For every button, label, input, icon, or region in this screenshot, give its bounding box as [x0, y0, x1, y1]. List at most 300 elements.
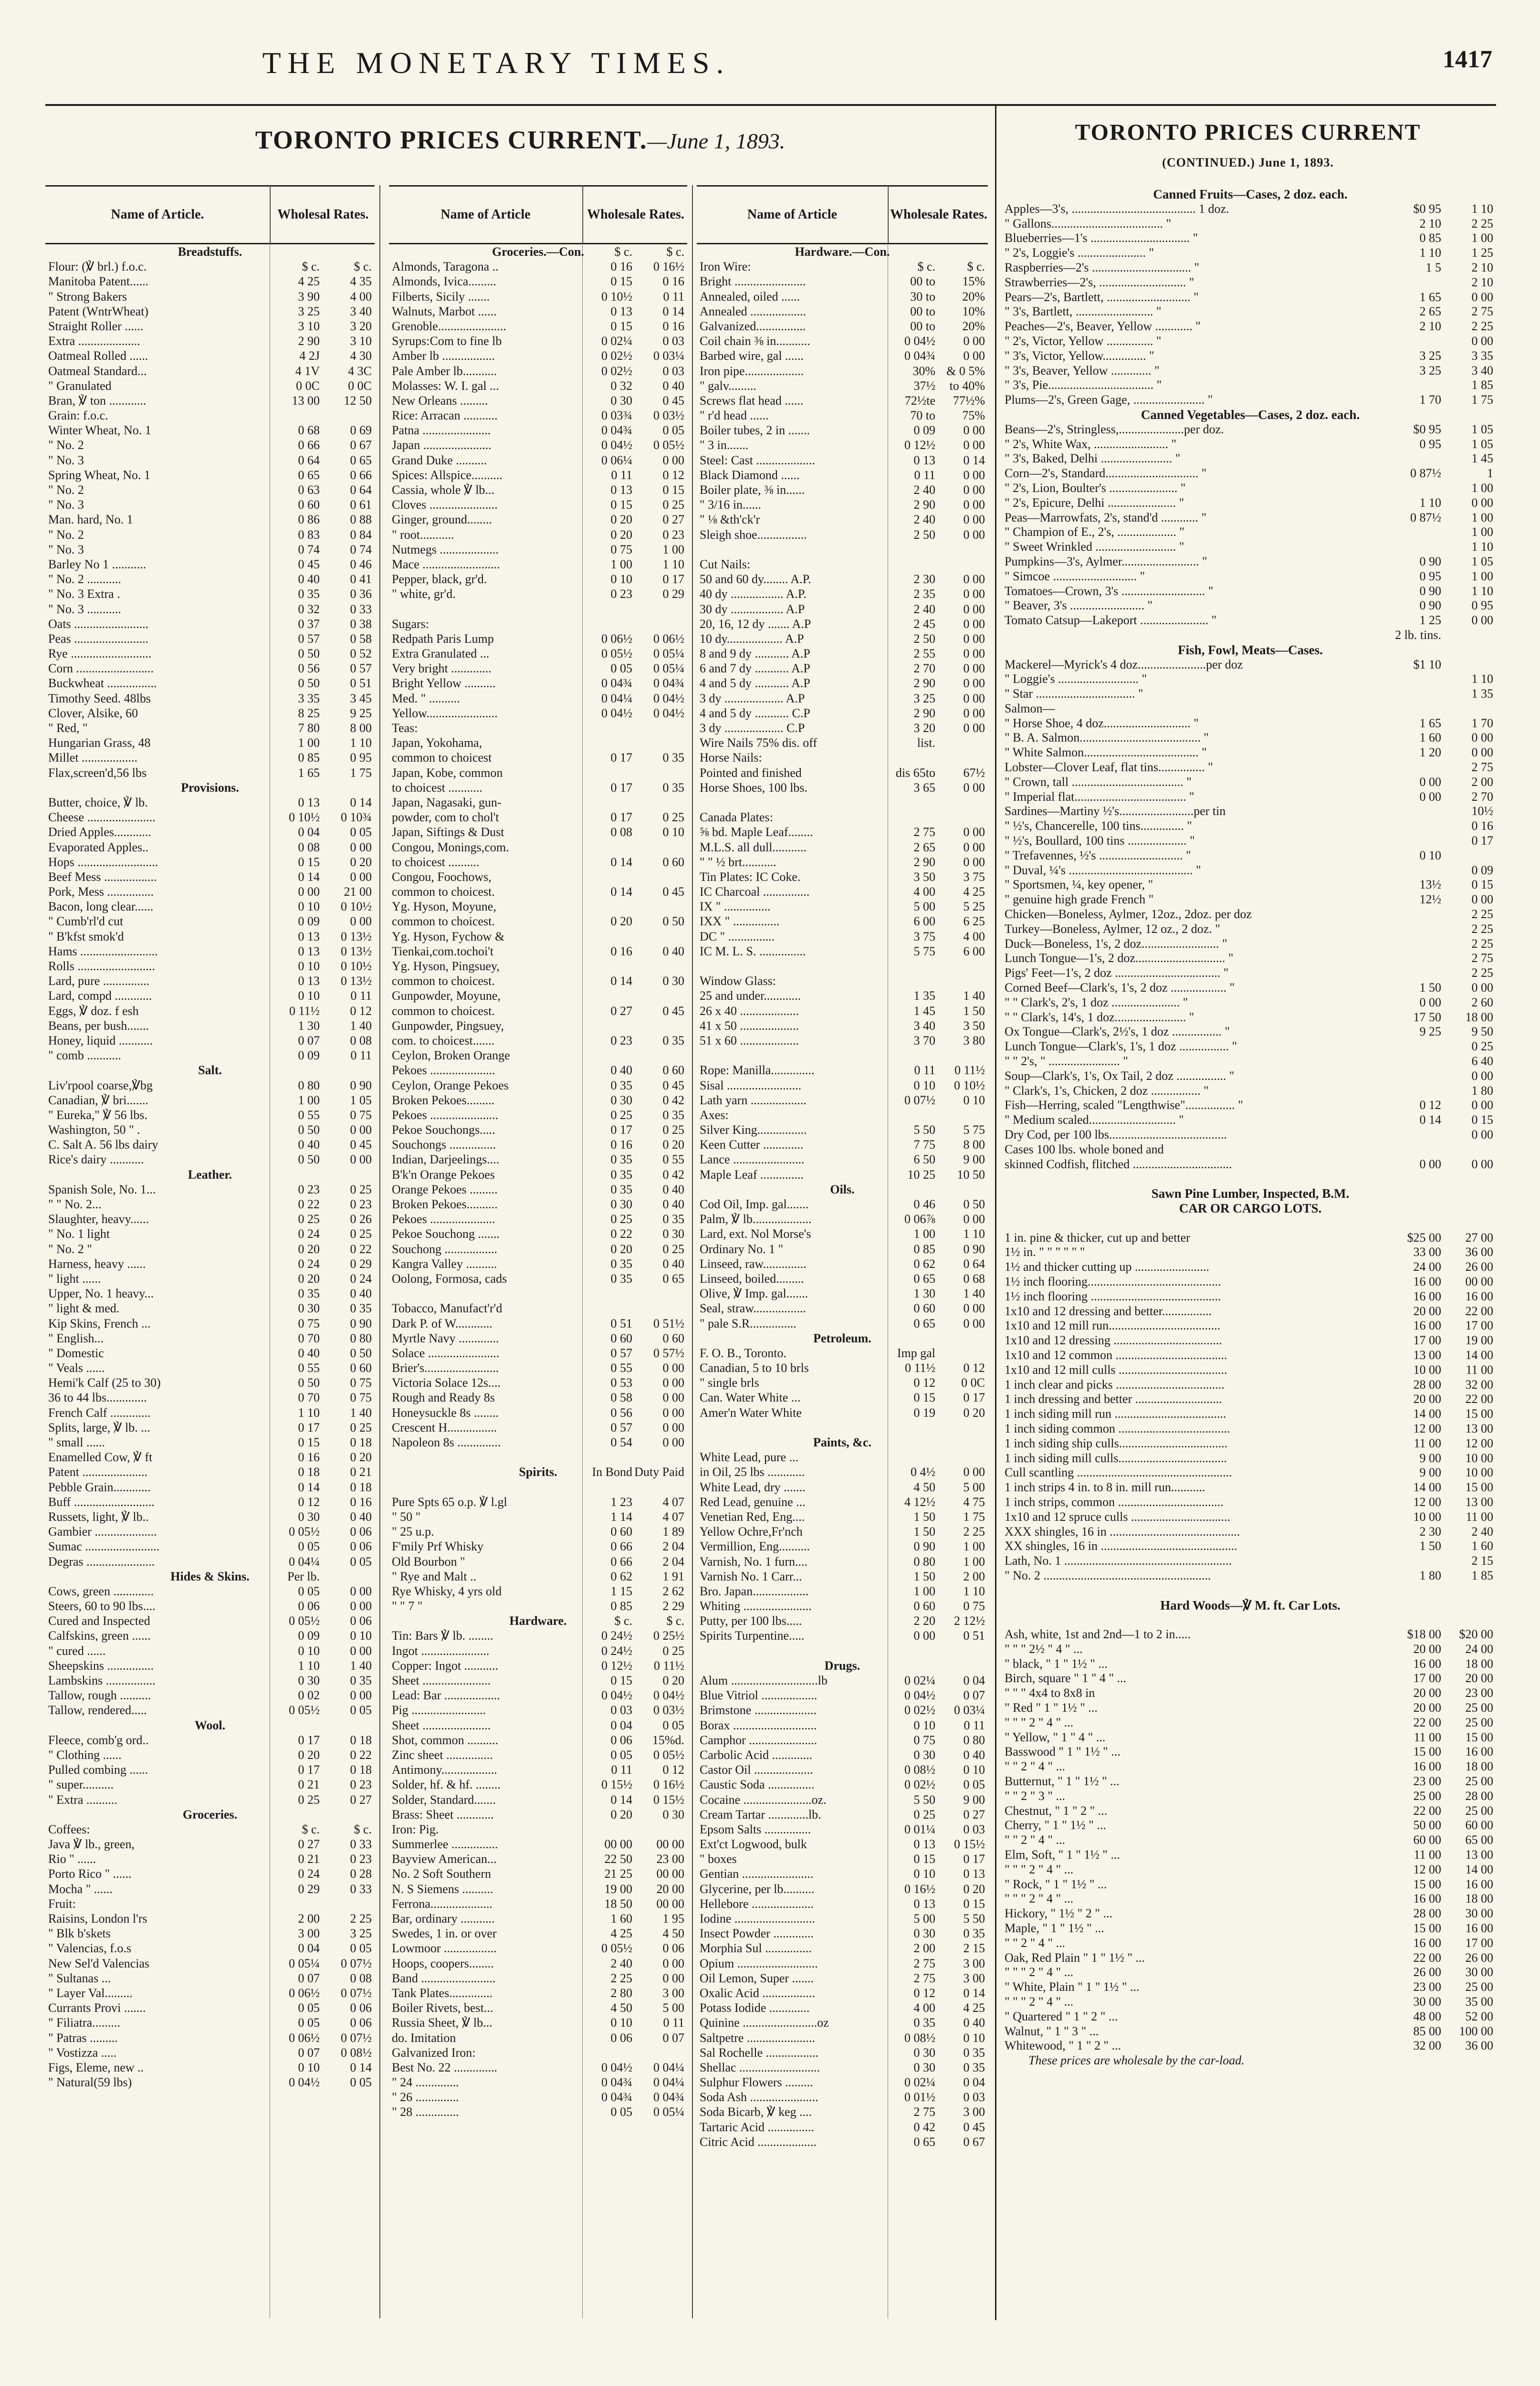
price-row: [45, 1286, 375, 1301]
price-row: [389, 334, 687, 348]
rate-low: 0 00: [298, 885, 320, 899]
rate-high: 0 11½: [653, 1658, 684, 1673]
rate-low: 0 75: [610, 542, 632, 556]
article-name: 30 dy ................. A.P: [700, 602, 805, 616]
article-name: Harness, heavy ......: [48, 1256, 146, 1271]
price-row: [1000, 304, 1496, 319]
rate-low: 23 00: [1413, 1980, 1441, 1994]
article-name: Opium ..........................: [700, 1956, 818, 1970]
article-name: " Patras .........: [48, 2030, 118, 2045]
rate-high: 0 16: [662, 319, 684, 333]
article-name: Solder, hf. & hf. ........: [392, 1778, 501, 1792]
article-name: Amer'n Water White: [700, 1405, 802, 1420]
rate-low: 0 74: [298, 542, 320, 556]
rate-high: 0 00: [963, 468, 985, 482]
rate-low: 23 00: [1413, 1774, 1441, 1789]
price-row: [45, 810, 375, 825]
rate-low: 0 19: [913, 1405, 935, 1420]
article-name: Best No. 22 ..............: [392, 2060, 497, 2074]
rate-high: 0 13½: [341, 974, 372, 988]
rate-low: 0 20: [610, 914, 632, 929]
rate-high: 1 00: [963, 1554, 985, 1569]
rate-low: 0 90: [1419, 598, 1441, 613]
rate-low: 0 02¼: [601, 334, 632, 348]
rate-low: 0 14: [298, 1480, 320, 1494]
rate-high: 0 11½: [954, 1063, 985, 1078]
header-rule: [45, 104, 1496, 106]
article-name: Oatmeal Standard...: [48, 364, 147, 378]
section-heading: [45, 1718, 375, 1733]
rate-high: 0 00: [963, 676, 985, 691]
rate-low: 3 25: [1419, 363, 1441, 377]
price-row: [45, 691, 375, 706]
rate-high: 0 25: [350, 1182, 372, 1196]
rate-low: 3 10: [298, 319, 320, 333]
rate-high: 0 00: [963, 349, 985, 363]
rate-high: 0 45: [662, 1004, 684, 1018]
rate-high: 0 67: [350, 438, 372, 452]
price-row: [1000, 364, 1496, 378]
rate-high: 0 90: [350, 1316, 372, 1330]
article-name: Hemi'k Calf (25 to 30): [48, 1376, 161, 1390]
price-row: [45, 378, 375, 393]
rate-low: 0 75: [913, 1733, 935, 1747]
article-name: 1x10 and 12 mill culls ...................................: [1005, 1362, 1227, 1377]
rate-low: 0 30: [610, 393, 632, 408]
rate-low: 14 00: [1413, 1407, 1441, 1421]
rate-low: 0 55: [298, 1108, 320, 1122]
rate-low: 0 13: [298, 929, 320, 943]
article-name: Buckwheat ................: [48, 676, 157, 691]
rate-low: 1 00: [913, 1584, 935, 1598]
rate-low: 0 15: [610, 1674, 632, 1687]
col2-header: [389, 185, 687, 244]
rate-high: 2 25: [1471, 966, 1493, 980]
article-name: Bar, ordinary ...........: [392, 1912, 495, 1926]
rate-low: 20 00: [1413, 1686, 1441, 1700]
price-row: [1000, 584, 1496, 599]
price-row: [45, 408, 375, 423]
article-name: 1 inch clear and picks ...................................: [1005, 1377, 1225, 1392]
price-row: [1000, 1848, 1496, 1863]
price-row: [389, 1286, 687, 1301]
rate-high: 20 00: [656, 1882, 684, 1896]
article-name: " Cumb'rl'd cut: [48, 914, 124, 929]
rate-low: 12½: [1419, 892, 1441, 907]
article-name: " Duval, ¼'s ........................................ ": [1005, 863, 1201, 877]
article-name: Mackerel—Myrick's 4 doz......................per doz: [1005, 657, 1243, 671]
price-row: [1000, 848, 1496, 863]
rate-low: 1 50: [913, 1569, 935, 1583]
price-row: [697, 527, 988, 542]
section-title: Provisions.: [181, 780, 239, 795]
rate-low: 2 40: [913, 483, 935, 497]
section-title: Paints, &c.: [813, 1435, 872, 1449]
price-row: [1000, 1172, 1496, 1186]
rate-low: 0 21: [298, 1778, 320, 1792]
article-name: Sleigh shoe................: [700, 527, 807, 542]
rate-high: 10 00: [1465, 1465, 1493, 1480]
rate-high: 17 00: [1465, 1319, 1493, 1333]
rate-high: 16 00: [1465, 1289, 1493, 1303]
price-row: [389, 1837, 687, 1852]
article-name: " Clothing ......: [48, 1748, 122, 1762]
article-name: " " Clark's, 14's, 1 doz....................... ": [1005, 1010, 1194, 1024]
article-name: " Rock, " 1 " 1½ " ...: [1005, 1877, 1107, 1891]
rate-high: 1 91: [662, 1569, 684, 1583]
rate-low: list.: [917, 736, 935, 750]
rate-high: 0 10: [963, 1093, 985, 1107]
rate-low: 0 35: [610, 1182, 632, 1196]
price-row: [389, 1375, 687, 1390]
article-name: " 3's, Beaver, Yellow ............. ": [1005, 363, 1160, 377]
rate-low: 21 25: [604, 1867, 632, 1881]
price-row: [697, 1703, 988, 1717]
article-name: Pekoe Souchongs.....: [392, 1123, 495, 1137]
article-name: French Calf .............: [48, 1405, 151, 1420]
rate-high: 2 25: [1471, 216, 1493, 230]
article-name: Sugars:: [392, 617, 429, 631]
rate-high: 6 40: [1471, 1054, 1493, 1068]
section-heading: [697, 1331, 988, 1346]
price-row: [1000, 349, 1496, 364]
rate-high: 0 18: [350, 1763, 372, 1777]
rate-high: 1 40: [350, 1405, 372, 1420]
rate-high: 0 00: [350, 1123, 372, 1137]
rate-high: 0 40: [963, 2016, 985, 2030]
rate-low: 0 06: [610, 2030, 632, 2045]
article-name: Souchongs ...............: [392, 1138, 496, 1152]
article-name: Oolong, Formosa, cads: [392, 1271, 507, 1286]
rate-low: 0 05: [298, 2001, 320, 2015]
col2-header-name: Name of Article: [440, 207, 531, 222]
rate-low: 0 13: [298, 795, 320, 809]
price-row: [45, 973, 375, 988]
article-name: to choicest ..........: [392, 855, 480, 869]
article-name: Crescent H................: [392, 1420, 497, 1434]
article-name: Insect Powder .............: [700, 1926, 814, 1941]
price-row: [389, 1554, 687, 1569]
rate-low: 0 90: [1419, 584, 1441, 598]
rate-low: 0 16: [610, 1138, 632, 1152]
price-row: [45, 423, 375, 438]
article-name: Flax,screen'd,56 lbs: [48, 765, 147, 780]
rate-low: 1 50: [913, 1525, 935, 1539]
rate-high: 0 10: [662, 825, 684, 839]
price-row: [45, 1554, 375, 1569]
price-row: [697, 334, 988, 348]
section-heading: [697, 1658, 988, 1673]
rate-high: 0 00: [1471, 334, 1493, 348]
price-row: [45, 1122, 375, 1137]
price-row: [697, 468, 988, 482]
price-row: [45, 1971, 375, 1986]
rate-high: 18 00: [1465, 1656, 1493, 1671]
article-name: Japan, Kobe, common: [392, 765, 503, 780]
article-name: Napoleon 8s ..............: [392, 1435, 501, 1449]
article-name: common to choicest.: [392, 974, 495, 988]
price-row: [389, 1882, 687, 1896]
article-name: Tienkai,com.tochoi't: [392, 944, 494, 958]
rate-high: 0 00: [963, 1316, 985, 1330]
rate-high: 5 00: [963, 1480, 985, 1494]
rate-low: 0 15: [913, 1391, 935, 1405]
rate-high: 0 00: [662, 1435, 684, 1449]
price-row: [1000, 878, 1496, 892]
price-row: [697, 2075, 988, 2090]
article-name: " 28 ..............: [392, 2105, 459, 2119]
article-name: Japan, Siftings & Dust: [392, 825, 504, 839]
article-name: Zinc sheet ...............: [392, 1748, 493, 1762]
rate-low: 0 40: [298, 572, 320, 586]
article-name: Screws flat head ......: [700, 393, 804, 408]
rate-low: $0 95: [1413, 201, 1441, 216]
rate-low: 0 04¼: [601, 691, 632, 705]
rate-low: 0 30: [298, 1674, 320, 1687]
masthead: THE MONETARY TIMES.: [262, 46, 731, 80]
rate-high: 2 75: [1471, 304, 1493, 319]
article-name: 1½ in. " " " " " ": [1005, 1245, 1085, 1259]
price-row: [697, 1807, 988, 1822]
rate-high: 2 00: [1471, 774, 1493, 789]
price-row: [697, 1108, 988, 1122]
price-row: [1000, 937, 1496, 952]
price-row: [389, 884, 687, 899]
price-row: [45, 1093, 375, 1108]
price-row: [389, 2030, 687, 2045]
article-name: Ext'ct Logwood, bulk: [700, 1837, 807, 1852]
price-row: [1000, 231, 1496, 246]
rate-high: 0 00: [350, 914, 372, 929]
article-name: 20, 16, 12 dy ....... A.P: [700, 617, 811, 631]
article-name: Sheet ......................: [392, 1718, 491, 1732]
rate-high: 0 00: [963, 513, 985, 527]
rate-low: 0 11½: [904, 1361, 935, 1375]
article-name: 1 inch strips, common ..................................: [1005, 1495, 1224, 1509]
article-name: Raisins, London l'rs: [48, 1912, 147, 1926]
rate-low: 0 15½: [601, 1778, 632, 1792]
price-row: [1000, 246, 1496, 261]
price-row: [389, 750, 687, 765]
rate-high: 0 06: [662, 1941, 684, 1956]
price-row: [697, 1405, 988, 1420]
section-heading: [45, 1063, 375, 1078]
article-name: Soup—Clark's, 1's, Ox Tail, 2 doz ................ ": [1005, 1068, 1235, 1083]
rate-high: 0 16: [662, 274, 684, 289]
price-row: [1000, 834, 1496, 848]
rate-low: 5 50: [913, 1792, 935, 1807]
rate-low: 0 23: [610, 587, 632, 601]
article-name: Teas:: [392, 721, 418, 735]
rate-high: 16 00: [1465, 1921, 1493, 1936]
rate-low: 1 50: [1419, 981, 1441, 995]
article-name: F'mily Prf Whisky: [392, 1539, 484, 1554]
price-row: [45, 334, 375, 348]
rate-high: 0 35: [350, 1301, 372, 1316]
rate-low: 0 56: [298, 661, 320, 676]
rate-low: 2 40: [913, 513, 935, 527]
article-name: Lambskins ................: [48, 1674, 156, 1687]
price-row: [1000, 1995, 1496, 2009]
rate-low: 0 35: [298, 1287, 320, 1301]
article-name: Currants Provi .......: [48, 2001, 146, 2015]
article-name: " light ......: [48, 1271, 101, 1286]
rate-low: 3 65: [913, 780, 935, 795]
rate-high: 0 15: [662, 483, 684, 497]
article-name: Lobster—Clover Leaf, flat tins............... ": [1005, 760, 1213, 774]
price-row: [697, 1495, 988, 1509]
rate-low: 0 05: [298, 1539, 320, 1554]
price-row: [389, 959, 687, 973]
rate-high: 26 00: [1465, 1950, 1493, 1965]
article-name: IC Charcoal ...............: [700, 885, 810, 899]
article-name: " No. 3 ...........: [48, 602, 121, 616]
price-row: [45, 1435, 375, 1450]
rate-high: 0 28: [350, 1867, 372, 1881]
rate-high: 0 18: [350, 1733, 372, 1747]
price-row: [389, 780, 687, 795]
rate-low: 0 10: [298, 1643, 320, 1658]
article-name: Hops ..........................: [48, 855, 158, 869]
rate-high: 0 24: [350, 1271, 372, 1286]
rate-low: 0 09: [298, 914, 320, 929]
rate-low: 0 14: [298, 869, 320, 884]
rate-high: 60 00: [1465, 1818, 1493, 1832]
section-title: Hardware.: [509, 1614, 567, 1628]
rate-low: $ c.: [302, 260, 320, 274]
rate-low: 0 20: [610, 1242, 632, 1256]
price-row: [389, 735, 687, 750]
price-row: [389, 586, 687, 601]
rate-high: 1 75: [350, 765, 372, 780]
rate-low: 0 17: [298, 1763, 320, 1777]
price-row: [697, 721, 988, 735]
price-row: [1000, 1671, 1496, 1686]
rate-low: 72½te: [904, 393, 935, 408]
rate-high: 0 06: [350, 1539, 372, 1554]
price-row: [1000, 275, 1496, 290]
price-row: [389, 840, 687, 855]
article-name: " small ......: [48, 1435, 105, 1449]
price-row: [697, 1896, 988, 1911]
rate-low: 2 10: [1419, 216, 1441, 230]
rate-high: 0 10: [350, 1629, 372, 1643]
rate-high: 0 17: [1471, 834, 1493, 848]
article-name: Steel: Cast ...................: [700, 453, 815, 467]
rate-high: 0 04½: [653, 1688, 684, 1703]
price-row: [389, 1033, 687, 1048]
article-name: " 3's, Victor, Yellow.............. ": [1005, 348, 1154, 363]
article-name: 1½ and thicker cutting up ........................: [1005, 1260, 1209, 1274]
rate-high: 15 00: [1465, 1730, 1493, 1744]
price-row: [389, 721, 687, 735]
article-name: Dried Apples............: [48, 825, 151, 839]
rate-high: 0 14: [662, 304, 684, 318]
rate-low: 3 20: [913, 721, 935, 735]
rate-high: 2 25: [1471, 936, 1493, 951]
rate-high: 0 14: [963, 1986, 985, 2000]
article-name: 3 dy ................... A.P: [700, 691, 805, 705]
rate-low: 1 35: [913, 989, 935, 1003]
article-name: Extra ....................: [48, 334, 140, 348]
rate-high: 2 12½: [954, 1614, 985, 1628]
price-row: [1000, 217, 1496, 231]
article-name: Iron Wire:: [700, 260, 751, 274]
rate-low: 0 14: [1419, 1113, 1441, 1127]
price-row: [697, 1866, 988, 1881]
price-row: [1000, 1157, 1496, 1172]
rate-low: 0 20: [610, 1807, 632, 1821]
rate-high: 0 04¾: [653, 2090, 684, 2104]
article-name: Yg. Hyson, Pingsuey,: [392, 959, 500, 973]
rate-high: 0 50: [350, 1346, 372, 1360]
price-row: [389, 810, 687, 825]
rate-high: 1 10: [350, 736, 372, 750]
rate-low: 0 90: [913, 1539, 935, 1554]
rate-high: 10%: [962, 304, 985, 318]
price-row: [697, 2060, 988, 2075]
rate-low: 0 57: [298, 631, 320, 646]
article-name: Butternut, " 1 " 1½ " ...: [1005, 1774, 1120, 1789]
rate-high: 0 00: [963, 721, 985, 735]
article-name: Manitoba Patent......: [48, 274, 149, 289]
article-name: Cloves ......................: [392, 498, 498, 512]
rate-high: 0 20: [350, 1450, 372, 1465]
article-name: 6 and 7 dy ........... A.P: [700, 661, 810, 676]
article-name: 1 inch strips 4 in. to 8 in. mill run...........: [1005, 1480, 1205, 1495]
article-name: Sisal ........................: [700, 1078, 802, 1092]
rate-low: 4 1V: [295, 364, 320, 378]
rate-high: 0 04½: [653, 691, 684, 705]
article-name: IXX " ...............: [700, 914, 780, 929]
rate-low: 13½: [1419, 878, 1441, 892]
rate-high: 0 15: [963, 1896, 985, 1911]
price-row: [45, 1152, 375, 1167]
price-row: [389, 1078, 687, 1093]
price-row: [389, 512, 687, 527]
price-row: [697, 1346, 988, 1360]
rate-high: 0 07: [963, 1688, 985, 1703]
rate-low: 0 00: [1419, 1157, 1441, 1171]
section-heading: [1000, 408, 1496, 422]
article-name: Japan, Nagasaki, gun-: [392, 795, 502, 809]
price-row: [697, 1048, 988, 1063]
rate-low: 1 15: [610, 1584, 632, 1598]
rate-low: 0 05: [610, 661, 632, 676]
rate-high: 1 00: [1471, 510, 1493, 524]
rate-high: 10½: [1471, 804, 1493, 818]
article-name: Birch, square " 1 " 4 " ...: [1005, 1671, 1126, 1685]
rate-low: 16 00: [1413, 1892, 1441, 1906]
price-row: [697, 646, 988, 661]
article-name: Pekoes .....................: [392, 1063, 495, 1078]
article-name: Pale Amber lb...........: [392, 364, 497, 378]
article-name: Linseed, raw..............: [700, 1256, 807, 1271]
article-name: " Beaver, 3's ........................ ": [1005, 598, 1153, 613]
rate-low: 0 66: [610, 1554, 632, 1569]
price-row: [697, 1375, 988, 1390]
price-row: [389, 1197, 687, 1212]
article-name: Iodine ..........................: [700, 1912, 815, 1926]
price-row: [1000, 540, 1496, 555]
rate-high: 0 45: [350, 1138, 372, 1152]
price-row: [389, 1226, 687, 1241]
article-name: " 24 ..............: [392, 2075, 459, 2090]
price-row: [1000, 922, 1496, 937]
rate-low: 0 54: [610, 1435, 632, 1449]
rate-high: 0 12: [662, 1763, 684, 1777]
rate-high: 0 00: [662, 1405, 684, 1420]
